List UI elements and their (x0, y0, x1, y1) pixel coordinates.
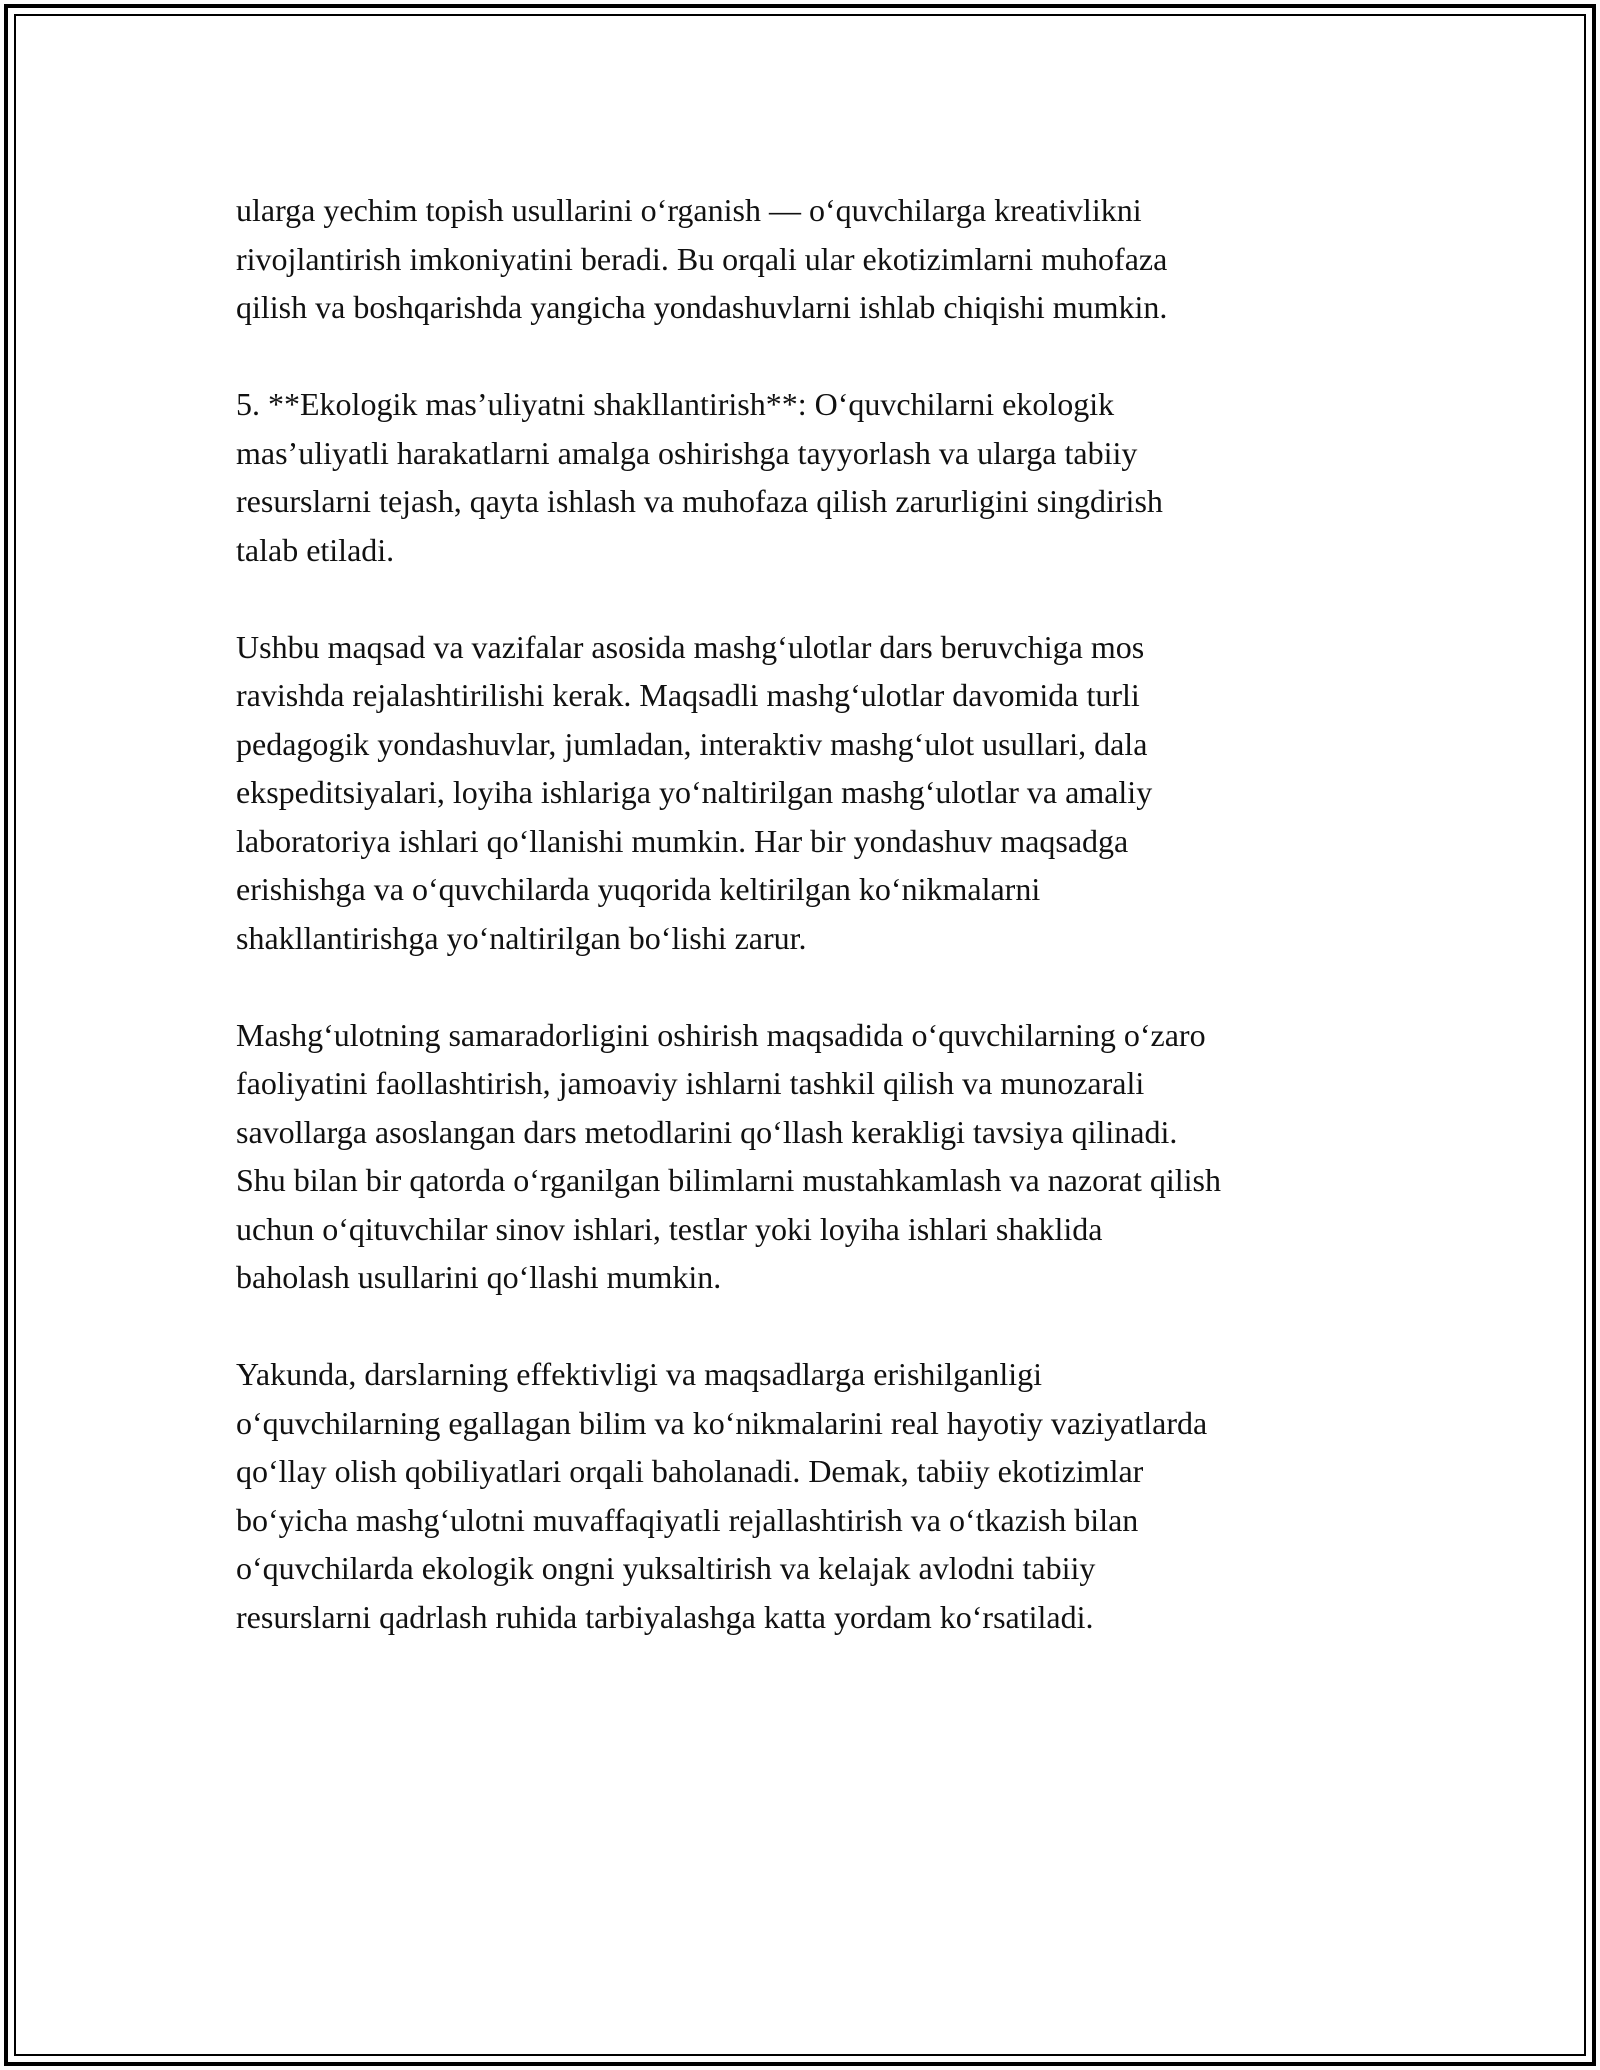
text-line: laboratoriya ishlari qo‘llanishi mumkin. Har bir yondashuv maqsadga (236, 822, 1129, 859)
text-line: qilish va boshqarishda yangicha yondashuvlarni ishlab chiqishi mumkin. (236, 289, 1168, 325)
text-line: faoliyatini faollashtirish, jamoaviy ishlarni tashkil qilish va munozarali (236, 1065, 1145, 1101)
text-line: ularga yechim topish usullarini o‘rganish — o‘quvchilarga kreativlikni (236, 192, 1142, 228)
text-line: Shu bilan bir qatorda o‘rganilgan bilimlarni mustahkamlash va nazorat qilish (236, 1162, 1221, 1198)
text-line: o‘quvchilarda ekologik ongni yuksaltirish va kelajak avlodni tabiiy (236, 1550, 1096, 1586)
text-line: ekspeditsiyalari, loyiha ishlariga yo‘naltirilgan mashg‘ulotlar va amaliy (236, 774, 1153, 810)
text-line: resurslarni tejash, qayta ishlash va muhofaza qilish zarurligini singdirish (236, 483, 1163, 519)
paragraph-4 (236, 1011, 1416, 1302)
text-line: Ushbu maqsad va vazifalar asosida mashg‘ulotlar dars beruvchiga mos (236, 628, 1145, 665)
text-line: Yakunda, darslarning effektivligi va maqsadlarga erishilganligi (236, 1356, 1043, 1392)
text-line: shakllantirishga yo‘naltirilgan bo‘lishi zarur. (236, 919, 807, 956)
paragraph-3 (236, 623, 1416, 963)
text-line: baholash usullarini qo‘llashi mumkin. (236, 1259, 722, 1295)
text-line: mas’uliyatli harakatlarni amalga oshirishga tayyorlash va ularga tabiiy (236, 434, 1138, 471)
text-line: bo‘yicha mashg‘ulotni muvaffaqiyatli rejallashtirish va o‘tkazish bilan (236, 1501, 1139, 1538)
text-line: ravishda rejalashtirilishi kerak. Maqsadli mashg‘ulotlar davomida turli (236, 677, 1140, 713)
text-line: o‘quvchilarning egallagan bilim va ko‘nikmalarini real hayotiy vaziyatlarda (236, 1404, 1208, 1441)
text-line: talab etiladi. (236, 531, 395, 568)
text-line: pedagogik yondashuvlar, jumladan, interaktiv mashg‘ulot usullari, dala (236, 725, 1148, 762)
text-line: Mashg‘ulotning samaradorligini oshirish maqsadida o‘quvchilarning o‘zaro (236, 1016, 1206, 1053)
paragraph-5 (236, 1350, 1416, 1641)
text-line: qo‘llay olish qobiliyatlari orqali baholanadi. Demak, tabiiy ekotizimlar (236, 1453, 1144, 1489)
text-line: 5. **Ekologik mas’uliyatni shakllantirish**: O‘quvchilarni ekologik (236, 386, 1115, 422)
text-line: rivojlantirish imkoniyatini beradi. Bu orqali ular ekotizimlarni muhofaza (236, 240, 1168, 277)
paragraph-1 (236, 186, 1416, 332)
paragraph-2 (236, 380, 1416, 574)
text-line: resurslarni qadrlash ruhida tarbiyalashga katta yordam ko‘rsatiladi. (236, 1598, 1094, 1635)
text-line: erishishga va o‘quvchilarda yuqorida keltirilgan ko‘nikmalarni (236, 871, 1041, 907)
text-line: savollarga asoslangan dars metodlarini qo‘llash kerakligi tavsiya qilinadi. (236, 1113, 1178, 1150)
document-body (236, 186, 1416, 1690)
text-line: uchun o‘qituvchilar sinov ishlari, testlar yoki loyiha ishlari shaklida (236, 1210, 1103, 1247)
